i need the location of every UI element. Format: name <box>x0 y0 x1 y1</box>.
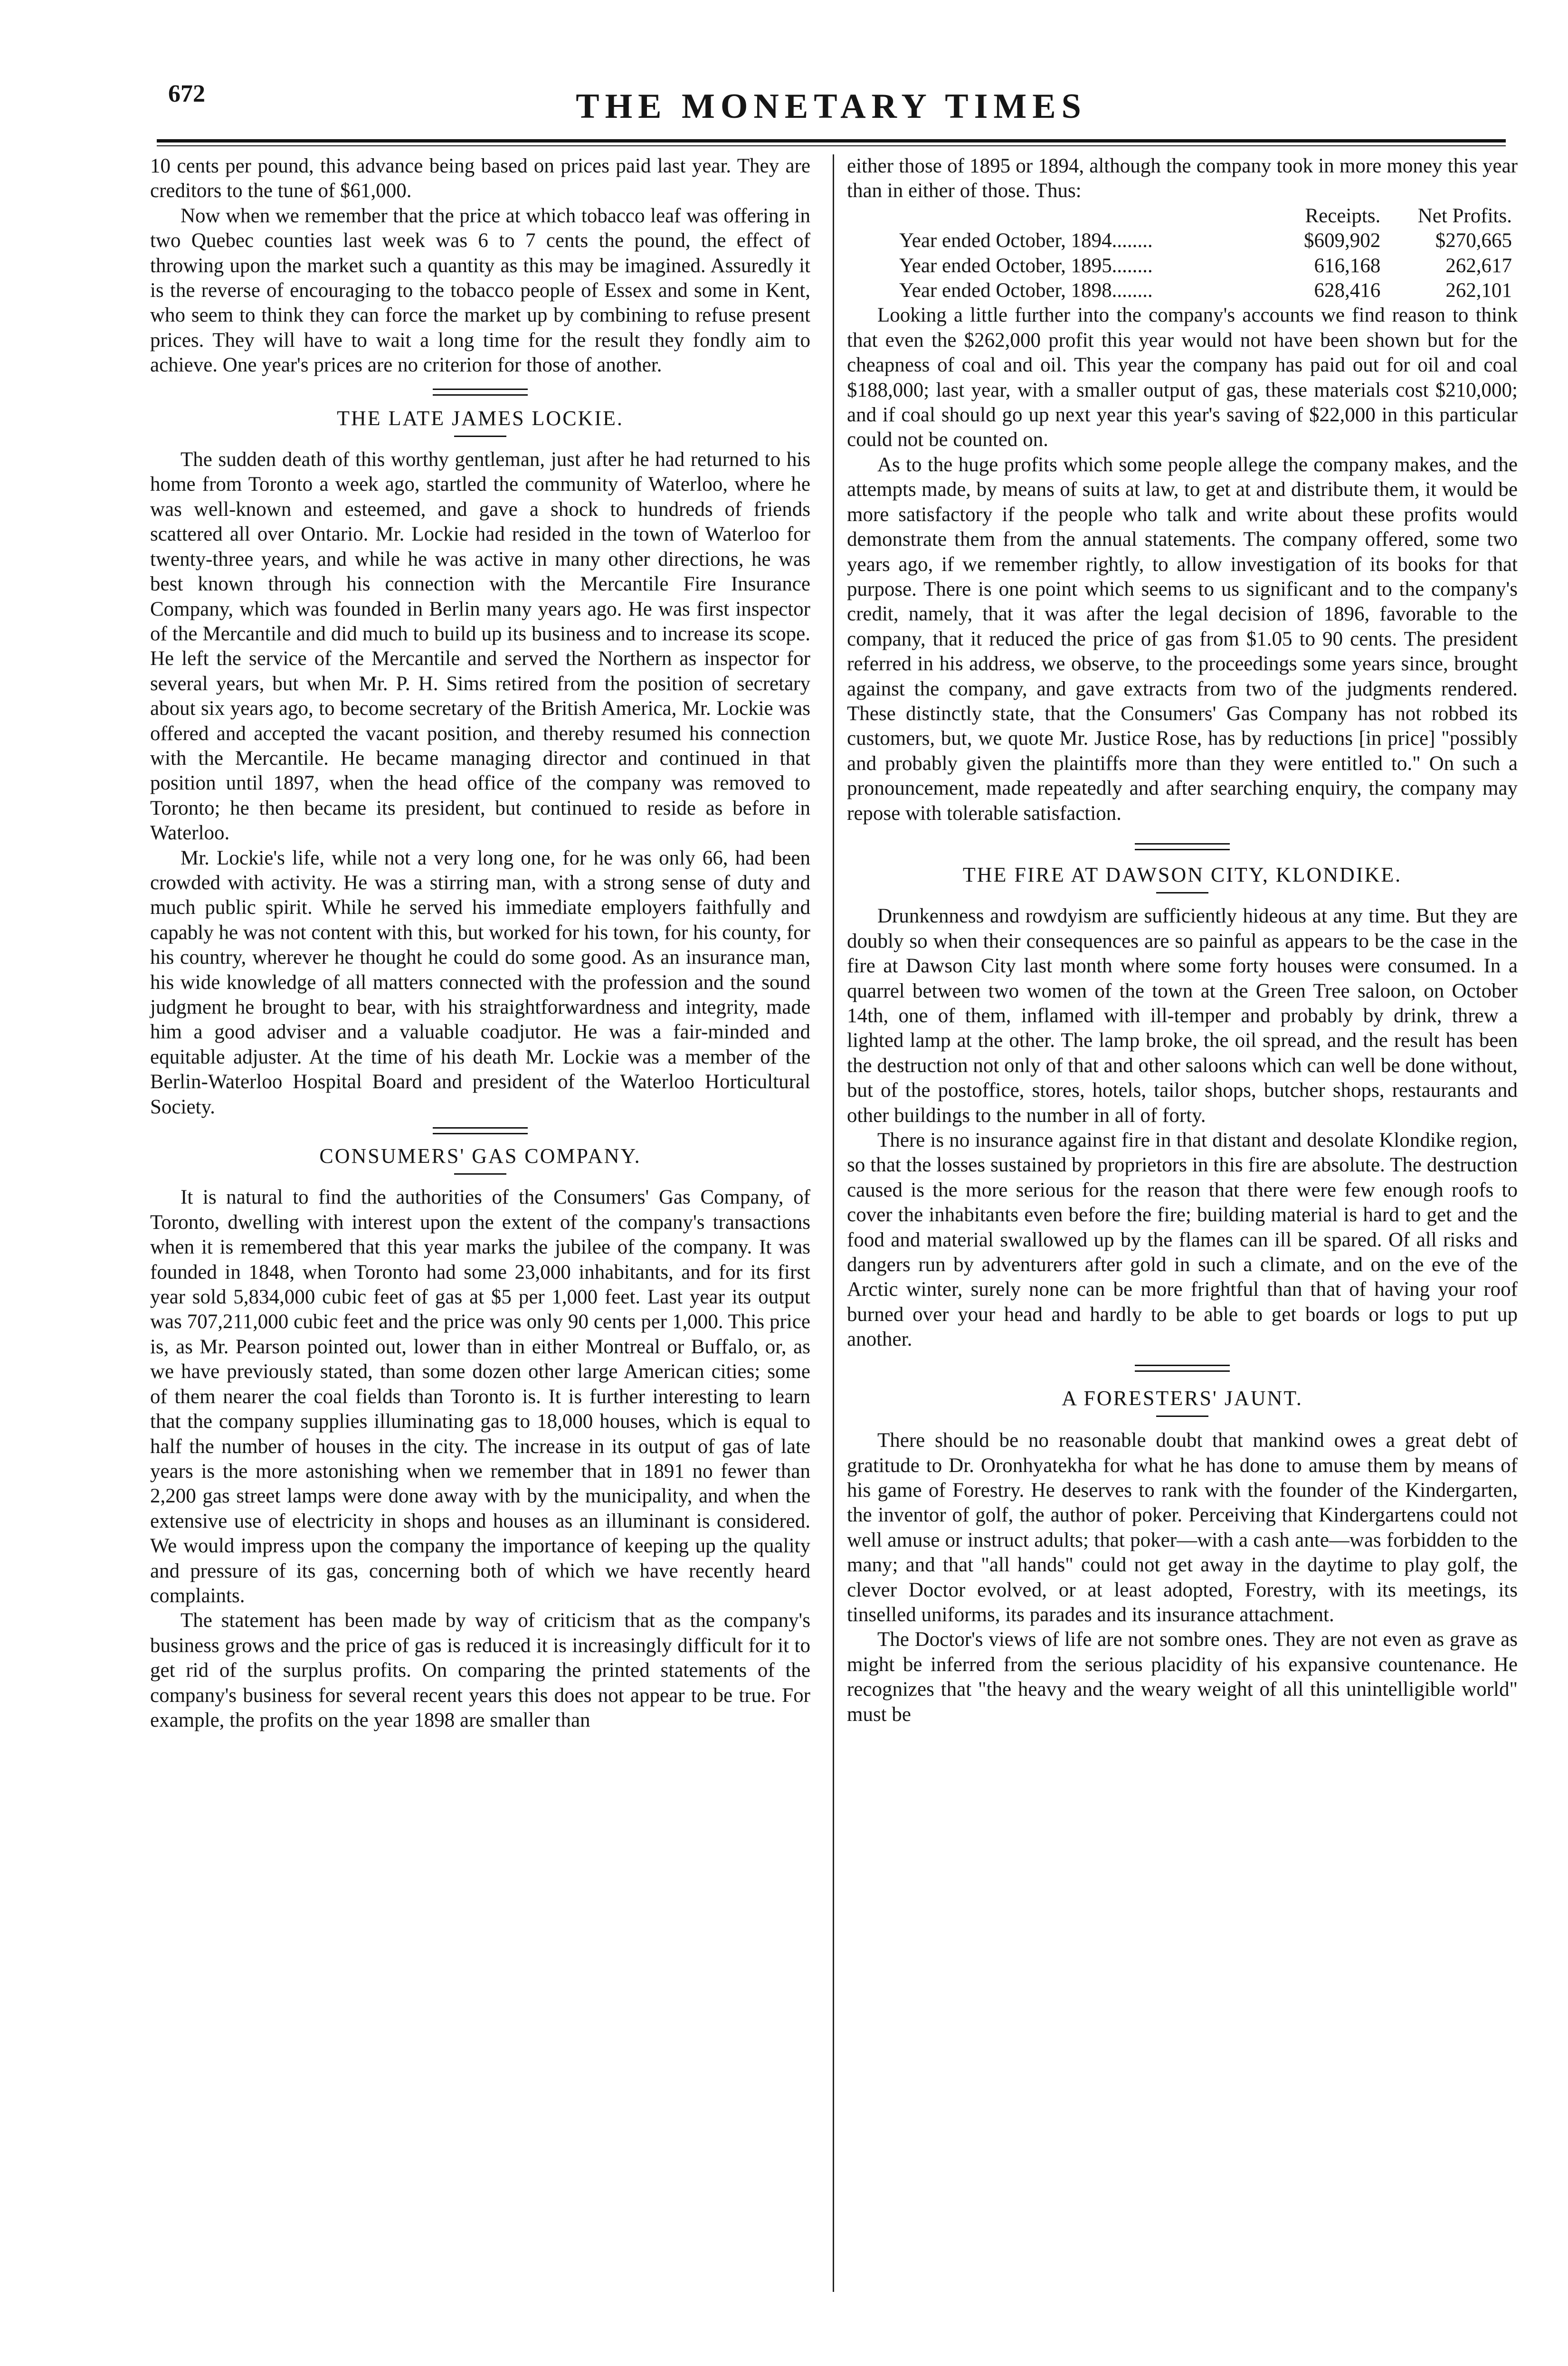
masthead: THE MONETARY TIMES <box>576 87 1087 126</box>
heading-rule <box>1156 892 1208 893</box>
section-divider <box>1135 1365 1230 1372</box>
table-cell: 262,617 <box>1445 254 1512 277</box>
right-column <box>847 154 1518 1727</box>
table-row <box>847 254 1512 278</box>
table-cell: Year ended October, 1894........ <box>899 229 1153 252</box>
section-divider <box>1135 843 1230 850</box>
table-cell: 616,168 <box>1314 254 1381 277</box>
table-cell: Year ended October, 1898........ <box>899 279 1153 302</box>
article-heading: THE FIRE AT DAWSON CITY, KLONDIKE. <box>962 863 1402 886</box>
paragraph: The Doctor's views of life are not sombre ones. They are not even as grave as might be inferred from the serious placidity of his expansive countenance. He recognizes that "the heavy and the weary weight of all this unintelligible world" must be <box>847 1628 1518 1726</box>
page-number: 672 <box>168 80 205 107</box>
table-header <box>847 204 1273 228</box>
table-header: Net Profits. <box>1417 204 1512 227</box>
table-header-row <box>847 204 1512 228</box>
heading-rule <box>454 436 506 437</box>
table-cell: Year ended October, 1895........ <box>899 254 1153 277</box>
section-divider <box>433 389 528 396</box>
paragraph: It is natural to find the authorities of the Consumers' Gas Company, of Toronto, dwelling with interest upon the extent of the company's transactions when it is remembered that this year marks the jubilee of the company. It was founded in 1848, when Toronto had some 23,000 inhabitants, and for its first year sold 5,834,000 cubic feet of gas at $5 per 1,000 feet. Last year its output was 707,211,000 cubic feet and the price was only 90 cents per 1,000. This price is, as Mr. Pearson pointed out, lower than in either Montreal or Buffalo, or, as we have previously stated, than some dozen other large American cities; some of them nearer the coal fields than Toronto is. It is further interesting to learn that the company supplies illuminating gas to 18,000 houses, which is equal to half the number of houses in the city. The increase in its output of gas of late years is the more astonishing when we remember that in 1891 no fewer than 2,200 gas street lamps were done away with by the municipality, and when the extensive use of electricity in shops and houses as an illuminant is considered. We would impress upon the company the importance of keeping up the quality and pressure of its gas, concerning both of which we have recently heard complaints. <box>150 1186 810 1607</box>
section-divider <box>433 1127 528 1134</box>
paragraph: Drunkenness and rowdyism are sufficiently hideous at any time. But they are doubly so when their consequences are so painful as appears to be the case in the fire at Dawson City last month where some forty houses were consumed. In a quarrel between two women of the town at the Green Tree saloon, on October 14th, one of them, inflamed with ill-temper and probably by drink, threw a lighted lamp at the other. The lamp broke, the oil spread, and the result has been the destruction not only of that and other saloons which can well be done without, but of the postoffice, stores, hotels, tailor shops, butcher shops, restaurants and other buildings to the number in all of forty. <box>847 905 1518 1127</box>
heading-rule <box>1156 1416 1208 1417</box>
paragraph: Looking a little further into the company's accounts we find reason to think that even the $262,000 profit this year would not have been shown but for the cheapness of coal and oil. This year the company has paid out for oil and coal $188,000; last year, with a smaller output of gas, these materials cost $210,000; and if coal should go up next year this year's saving of $22,000 in this particular could not be counted on. <box>847 304 1518 451</box>
article-heading: CONSUMERS' GAS COMPANY. <box>319 1144 641 1168</box>
paragraph: There should be no reasonable doubt that mankind owes a great debt of gratitude to Dr. Oronhyatekha for what he has done to amuse them by means of his game of Forestry. He deserves to rank with the founder of the Kindergarten, the inventor of golf, the author of poker. Perceiving that Kindergartens could not well amuse or instruct adults; that poker—with a cash ante—was forbidden to the many; and that "all hands" could not get away in the daytime to play golf, the clever Doctor evolved, or at least adopted, Forestry, with its meetings, its tinselled uniforms, its parades and its insurance attachment. <box>847 1429 1518 1626</box>
table-row <box>847 228 1512 253</box>
table-cell: 262,101 <box>1445 279 1512 302</box>
header-rule-thin <box>157 145 1506 146</box>
article-heading: A FORESTERS' JAUNT. <box>1062 1386 1303 1410</box>
column-divider <box>833 154 834 2292</box>
table-header: Receipts. <box>1305 204 1381 227</box>
left-column <box>150 154 810 1733</box>
article-heading: THE LATE JAMES LOCKIE. <box>337 406 624 430</box>
paragraph: Mr. Lockie's life, while not a very long one, for he was only 66, had been crowded with activity. He was a stirring man, with a strong sense of duty and much public spirit. While he served his immediate employers faithfully and capably he was not content with this, but worked for his town, for his county, for his country, wherever he thought he could do some good. As an insurance man, his wide knowledge of all matters connected with the profession and the sound judgment he brought to bear, with his straightforwardness and integrity, made him a good adviser and a valuable coadjutor. He was a fair-minded and equitable adjuster. At the time of his death Mr. Lockie was a member of the Berlin-Waterloo Hospital Board and president of the Waterloo Horticultural Society. <box>150 846 810 1118</box>
table-cell: $609,902 <box>1304 229 1381 252</box>
table-row <box>847 278 1512 303</box>
paragraph: There is no insurance against fire in that distant and desolate Klondike region, so that the losses sustained by proprietors in this fire are absolute. The destruction caused is the more serious for the reason that there were few enough roofs to cover the inhabitants even before the fire; building material is hard to get and the food and material swallowed up by the flames can ill be spared. Of all risks and dangers run by adventurers after gold in such a climate, and on the eve of the Arctic winter, surely none can be more frightful than that of having your roof burned over your head and hardly to be able to get boards or logs to put up another. <box>847 1129 1518 1351</box>
paragraph: Now when we remember that the price at which tobacco leaf was offering in two Quebec counties last week was 6 to 7 cents the pound, the effect of throwing upon the market such a quantity as this may be imagined. Assuredly it is the reverse of encouraging to the tobacco people of Essex and some in Kent, who seem to think they can force the market up by combining to refuse present prices. They will have to wait a long time for the result they fondly aim to achieve. One year's prices are no criterion for those of another. <box>150 204 810 377</box>
paragraph: As to the huge profits which some people allege the company makes, and the attempts made, by means of suits at law, to get at and distribute them, it would be more satisfactory if the people who talk and write about these profits would demonstrate them from the annual statements. The company offered, some two years ago, if we remember rightly, to allow investigation of its books for that purpose. There is one point which seems to us significant and to the company's credit, namely, that it was after the legal decision of 1896, favorable to the company, that it reduced the price of gas from $1.05 to 90 cents. The president referred in his address, we observe, to the proceedings some years since, brought against the company, and gave extracts from two of the judgments rendered. These distinctly state, that the Consumers' Gas Company has not robbed its customers, but, we quote Mr. Justice Rose, has by reductions [in price] "possibly and probably given the plaintiffs more than they were entitled to." On such a pronouncement, made repeatedly and after searching enquiry, the company may repose with tolerable satisfaction. <box>847 453 1518 825</box>
paragraph: 10 cents per pound, this advance being based on prices paid last year. They are creditors to the tune of $61,000. <box>150 155 810 202</box>
paragraph: The statement has been made by way of criticism that as the company's business grows and the price of gas is reduced it is increasingly difficult for it to get rid of the surplus profits. On comparing the printed statements of the company's business for several recent years this does not appear to be true. For example, the profits on the year 1898 are smaller than <box>150 1609 810 1731</box>
table-cell: 628,416 <box>1314 279 1381 302</box>
table-cell: $270,665 <box>1435 229 1512 252</box>
receipts-table <box>847 204 1512 304</box>
header-rule <box>157 139 1506 143</box>
paragraph: The sudden death of this worthy gentleman, just after he had returned to his home from Toronto a week ago, startled the community of Waterloo, where he was well-known and esteemed, and gave a shock to hundreds of friends scattered all over Ontario. Mr. Lockie had resided in the town of Waterloo for twenty-three years, and while he was active in many other directions, he was best known through his connection with the Mercantile Fire Insurance Company, which was founded in Berlin many years ago. He was first inspector of the Mercantile and did much to build up its business and to increase its scope. He left the service of the Mercantile and served the Northern as inspector for several years, but when Mr. P. H. Sims retired from the position of secretary about six years ago, to become secretary of the British America, Mr. Lockie was offered and accepted the vacant position, and thereby resumed his connection with the Mercantile. He became managing director and continued in that position until 1897, when the head office of the company was removed to Toronto; he then became its president, but continued to reside as before in Waterloo. <box>150 448 810 845</box>
heading-rule <box>454 1173 506 1175</box>
paragraph: either those of 1895 or 1894, although the company took in more money this year than in either of those. Thus: <box>847 155 1518 202</box>
